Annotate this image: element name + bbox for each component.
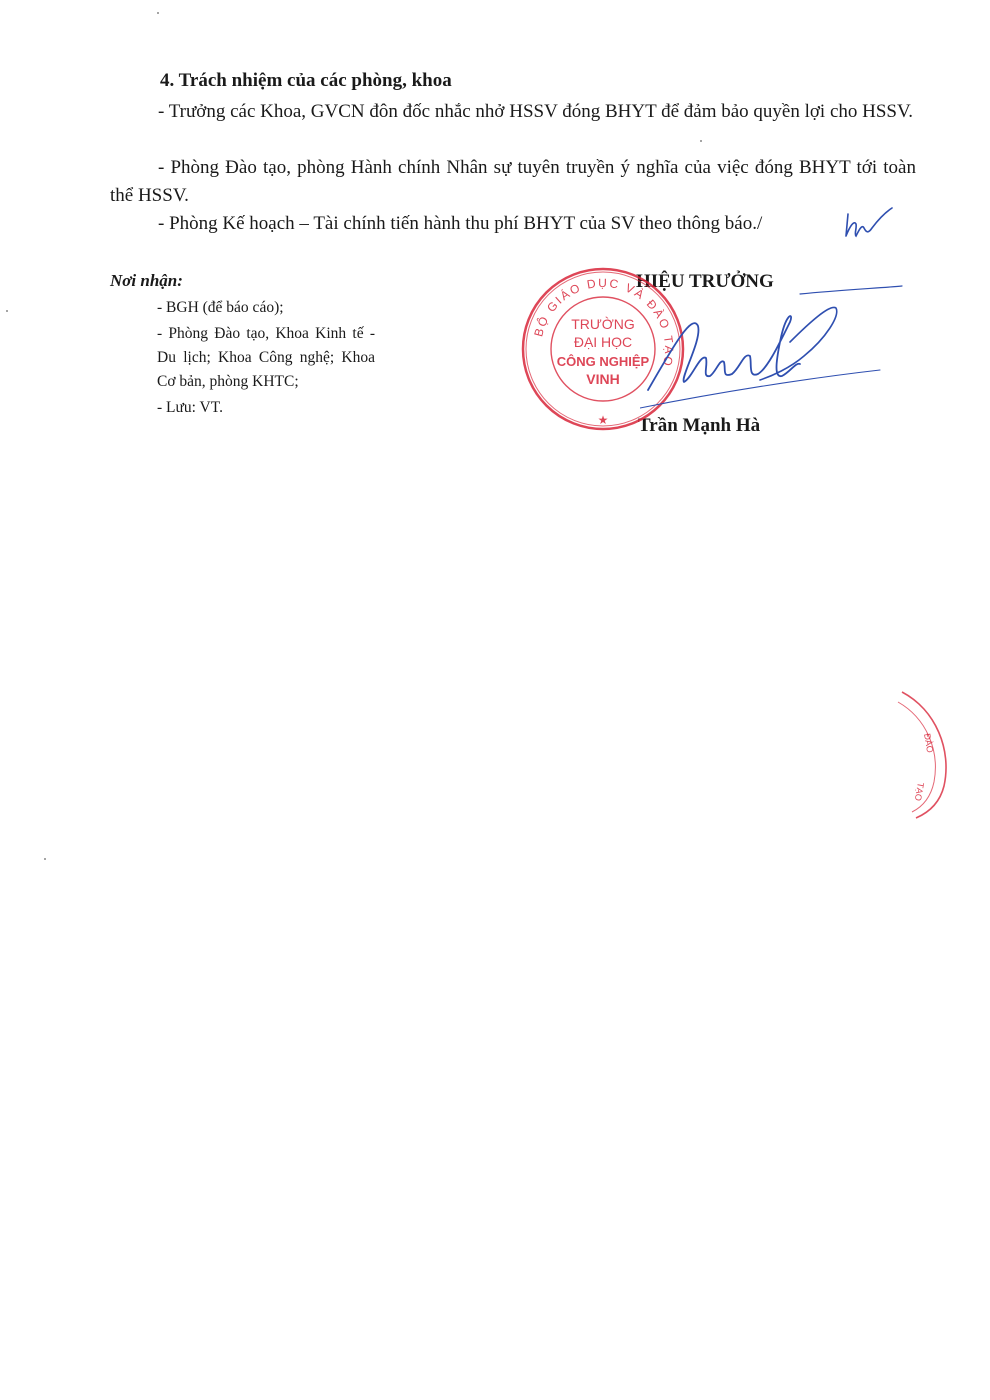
scan-speck	[700, 140, 702, 142]
signer-name: Trần Mạnh Hà	[638, 415, 761, 436]
partial-seal-text-b: TẠO	[912, 781, 926, 802]
seal-line-3: CÔNG NGHIỆP	[556, 354, 650, 369]
paragraph-training-office-duty: - Phòng Đào tạo, phòng Hành chính Nhân sự tuyên truyền ý nghĩa của việc đóng BHYT tới toàn thể HSSV.	[110, 157, 916, 206]
seal-star-icon: ★	[597, 413, 609, 427]
seal-line-1: TRƯỜNG	[571, 316, 635, 332]
recipient-item: - BGH (để báo cáo);	[157, 299, 284, 316]
section-heading: 4. Trách nhiệm của các phòng, khoa	[160, 70, 452, 91]
scan-speck	[44, 858, 46, 860]
handwritten-signature	[640, 282, 910, 412]
seal-line-2: ĐẠI HỌC	[573, 334, 633, 350]
partial-seal-text-a: ĐÀO	[922, 732, 936, 754]
initials-signature	[842, 206, 894, 242]
recipient-item: - Lưu: VT.	[157, 399, 223, 416]
scan-speck	[157, 12, 159, 14]
partial-seal	[896, 690, 956, 820]
recipients-list	[157, 296, 375, 420]
paragraph-faculty-duty: - Trưởng các Khoa, GVCN đôn đốc nhắc nhở HSSV đóng BHYT để đảm bảo quyền lợi cho HSSV.	[158, 101, 914, 122]
paragraph-finance-office-duty: - Phòng Kế hoạch – Tài chính tiến hành thu phí BHYT của SV theo thông báo./	[158, 213, 763, 234]
seal-line-4: VINH	[586, 371, 620, 387]
recipient-item: - Phòng Đào tạo, Khoa Kinh tế - Du lịch; Khoa Công nghệ; Khoa Cơ bản, phòng KHTC;	[157, 325, 375, 390]
signer-title: HIỆU TRƯỞNG	[636, 271, 774, 292]
recipients-title: Nơi nhận:	[110, 271, 183, 290]
scan-speck	[6, 310, 8, 312]
seal-ring-text: BỘ GIÁO DỤC VÀ ĐÀO TẠO	[531, 275, 677, 369]
